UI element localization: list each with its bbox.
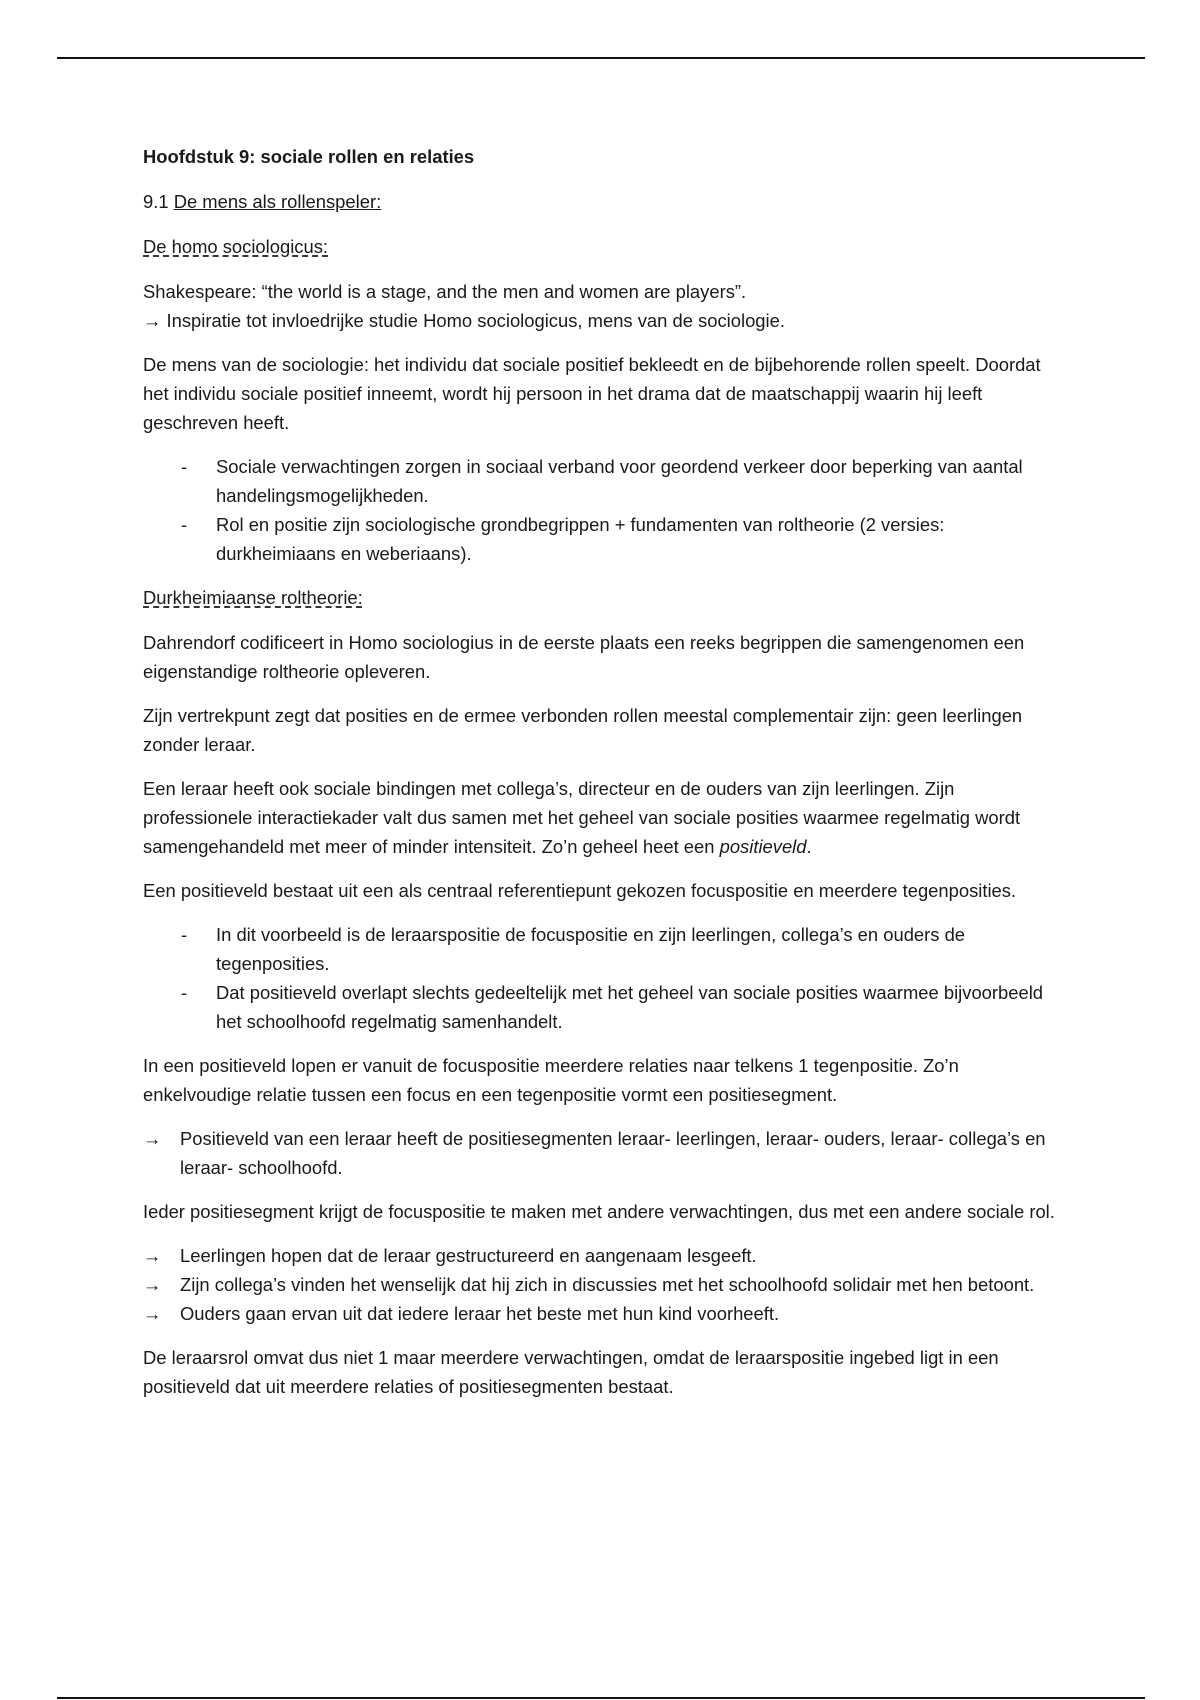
dash-icon: - xyxy=(181,924,188,945)
dash-icon: - xyxy=(181,514,188,535)
list-item-text: Zijn collega’s vinden het wenselijk dat hij zich in discussies met het schoolhoofd solidair met hen betoont. xyxy=(180,1274,1035,1295)
list-item xyxy=(143,1241,1063,1270)
shakespeare-quote-block xyxy=(143,277,1063,335)
subheading-durkheimiaanse xyxy=(143,583,1063,612)
list-item xyxy=(143,1270,1063,1299)
arrow-icon: → xyxy=(143,310,162,331)
shakespeare-quote: Shakespeare: “the world is a stage, and the men and women are players”. xyxy=(143,281,747,302)
arrow-icon: → xyxy=(143,1245,162,1266)
list-item xyxy=(143,1124,1063,1182)
header-rule xyxy=(57,57,1145,59)
paragraph-dahrendorf: Dahrendorf codificeert in Homo sociologius in de eerste plaats een reeks begrippen die samengenomen een eigenstandige roltheorie opleveren. xyxy=(143,632,1025,682)
section-number: 9.1 xyxy=(143,191,174,212)
arrow-icon: → xyxy=(143,1274,162,1295)
list-item xyxy=(143,920,1063,978)
list-item xyxy=(143,452,1063,510)
bullet-list-1 xyxy=(143,452,1063,568)
list-item-text: Dat positieveld overlapt slechts gedeeltelijk met het geheel van sociale posities waarmee bijvoorbeeld het schoolhoofd regelmatig samenhandelt. xyxy=(216,982,1044,1032)
subheading-homo-sociologicus xyxy=(143,232,1063,261)
arrow-list-1 xyxy=(143,1124,1063,1182)
paragraph-slot: De leraarsrol omvat dus niet 1 maar meerdere verwachtingen, omdat de leraarspositie ingebed ligt in een positieveld dat uit meerdere relaties of positiesegmenten bestaat. xyxy=(143,1347,999,1397)
arrow-icon: → xyxy=(143,1128,162,1149)
paragraph-leraar xyxy=(143,774,1063,861)
arrow-icon: → xyxy=(143,1303,162,1324)
document-body xyxy=(143,142,1063,1416)
list-item-text: Rol en positie zijn sociologische grondbegrippen + fundamenten van roltheorie (2 versies: durkheimiaans en weberiaans). xyxy=(216,514,945,564)
chapter-heading: Hoofdstuk 9: sociale rollen en relaties xyxy=(143,146,475,167)
bullet-list-2 xyxy=(143,920,1063,1036)
list-item-text: Leerlingen hopen dat de leraar gestructureerd en aangenaam lesgeeft. xyxy=(180,1245,757,1266)
quote-followup-text: Inspiratie tot invloedrijke studie Homo sociologicus, mens van de sociologie. xyxy=(161,310,785,331)
dash-icon: - xyxy=(181,982,188,1003)
emphasis-positieveld: positieveld xyxy=(719,836,807,857)
list-item-text: In dit voorbeeld is de leraarspositie de focuspositie en zijn leerlingen, collega’s en ouders de tegenposities. xyxy=(216,924,966,974)
footer-rule xyxy=(57,1697,1145,1699)
list-item xyxy=(143,978,1063,1036)
paragraph-vertrekpunt: Zijn vertrekpunt zegt dat posities en de ermee verbonden rollen meestal complementair zijn: geen leerlingen zonder leraar. xyxy=(143,705,1023,755)
list-item-text: Sociale verwachtingen zorgen in sociaal verband voor geordend verkeer door beperking van aantal handelingsmogelijkheden. xyxy=(216,456,1023,506)
subheading-text: De homo sociologicus: xyxy=(143,236,329,257)
list-item xyxy=(143,1299,1063,1328)
paragraph-text: Een leraar heeft ook sociale bindingen met collega’s, directeur en de ouders van zijn leerlingen. Zijn professionele interactiekader valt dus samen met het geheel van sociale posities waarmee regelmatig wordt samengehandeld met meer of minder intensiteit. Zo’n geheel heet een xyxy=(143,778,1021,857)
paragraph-end: . xyxy=(806,836,812,857)
paragraph-segment: Ieder positiesegment krijgt de focuspositie te maken met andere verwachtingen, dus met een andere sociale rol. xyxy=(143,1201,1055,1222)
paragraph-positieveld: Een positieveld bestaat uit een als centraal referentiepunt gekozen focuspositie en meerdere tegenposities. xyxy=(143,880,1017,901)
quote-followup-line xyxy=(143,306,1063,335)
paragraph-relaties: In een positieveld lopen er vanuit de focuspositie meerdere relaties naar telkens 1 tegenpositie. Zo’n enkelvoudige relatie tussen een focus en een tegenpositie vormt een positiesegment. xyxy=(143,1055,959,1105)
paragraph-mens: De mens van de sociologie: het individu dat sociale positief bekleedt en de bijbehorende rollen speelt. Doordat het individu sociale positief inneemt, wordt hij persoon in het drama dat de maatschappij waarin hij leeft geschreven heeft. xyxy=(143,354,1041,433)
list-item-text: Ouders gaan ervan uit dat iedere leraar het beste met hun kind voorheeft. xyxy=(180,1303,780,1324)
list-item-text: Positieveld van een leraar heeft de positiesegmenten leraar- leerlingen, leraar- ouders, leraar- collega’s en leraar- schoolhoofd. xyxy=(180,1128,1046,1178)
dash-icon: - xyxy=(181,456,188,477)
list-item xyxy=(143,510,1063,568)
subheading-text: Durkheimiaanse roltheorie: xyxy=(143,587,363,608)
section-title: De mens als rollenspeler: xyxy=(173,191,382,212)
arrow-list-2 xyxy=(143,1241,1063,1328)
section-heading xyxy=(143,187,1063,216)
